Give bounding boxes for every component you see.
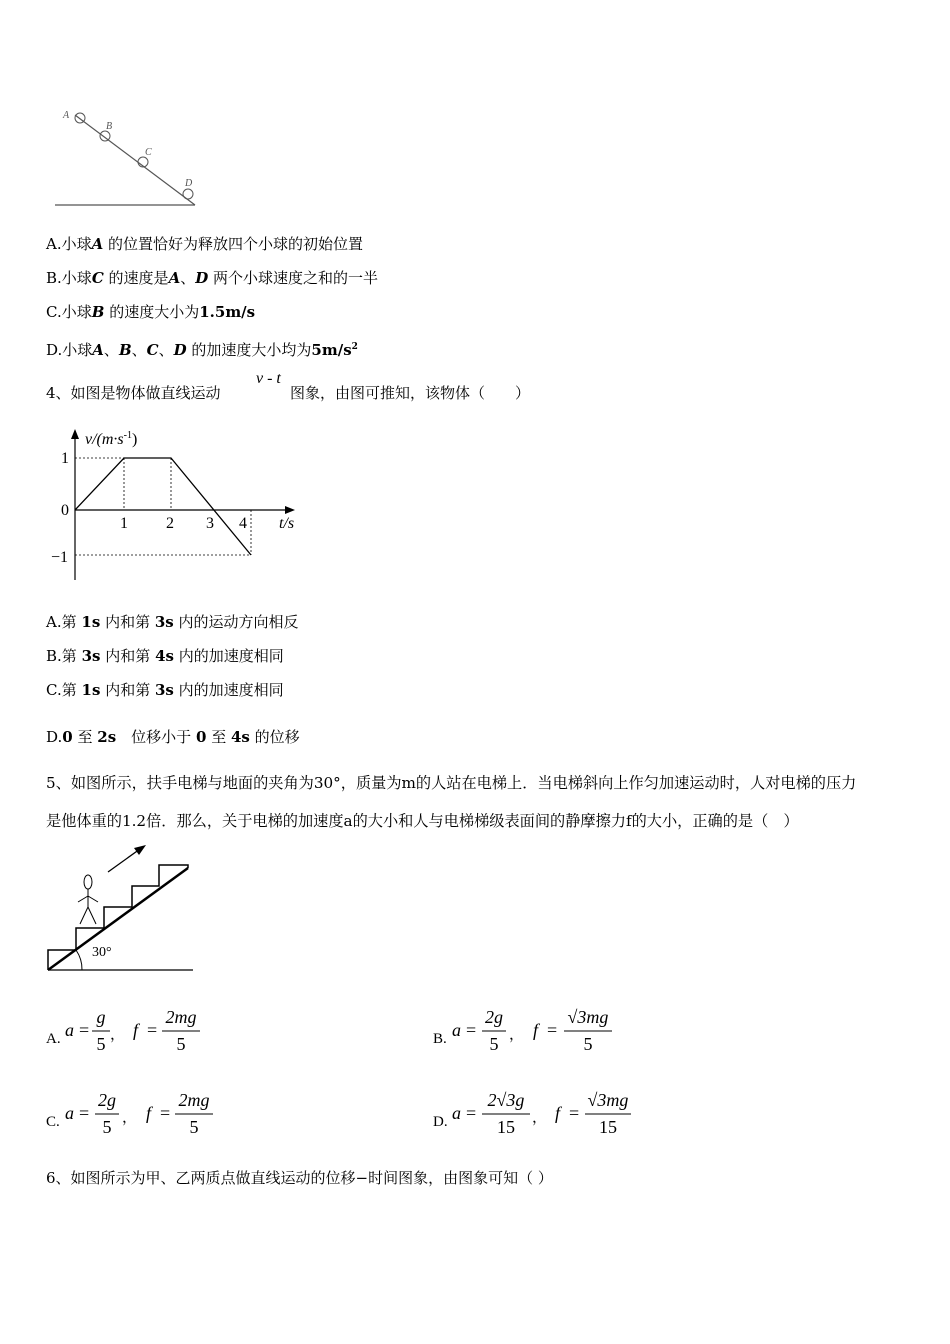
svg-text:A.: A.	[46, 1031, 61, 1047]
svg-text:=: =	[466, 1020, 477, 1040]
svg-text:=: =	[547, 1020, 558, 1040]
q3-option-c: C.小球B 的速度大小为1.5m/s	[46, 303, 256, 321]
q4-stem-formula: v - t	[256, 370, 281, 387]
svg-text:5: 5	[96, 1034, 106, 1054]
x-axis-label: t/s	[279, 515, 295, 532]
svg-text:15: 15	[599, 1117, 617, 1137]
svg-text:=: =	[147, 1020, 158, 1040]
ball-d	[183, 189, 193, 199]
svg-text:a: a	[452, 1103, 461, 1123]
svg-text:a: a	[65, 1020, 74, 1040]
label-b: B	[106, 121, 113, 132]
svg-text:f: f	[533, 1020, 539, 1040]
q3-option-d: D.小球A、B、C、D 的加速度大小均为$5m/s^2$	[46, 341, 358, 359]
x-tick-1: 1	[120, 515, 128, 532]
svg-text:B.: B.	[433, 1031, 447, 1047]
q5-option-a	[46, 1005, 246, 1060]
svg-text:15: 15	[497, 1117, 515, 1137]
y-axis-label: $v/(m\cdot s^{-1})$	[85, 430, 138, 448]
svg-text:5: 5	[189, 1117, 199, 1137]
q3-option-a: A.小球A 的位置恰好为释放四个小球的初始位置	[46, 235, 364, 253]
acceleration-arrow	[108, 849, 140, 872]
label-c: C	[145, 147, 152, 158]
svg-text:5: 5	[489, 1034, 499, 1054]
q5-option-d	[433, 1088, 673, 1143]
svg-text:5: 5	[583, 1034, 593, 1054]
svg-text:=: =	[466, 1103, 477, 1123]
svg-text:C.: C.	[46, 1114, 60, 1130]
x-axis-arrow	[285, 506, 295, 514]
q3-option-b: B.小球C 的速度是A、D 两个小球速度之和的一半	[46, 269, 379, 287]
svg-text:=: =	[160, 1103, 171, 1123]
svg-text:，: ，	[532, 1110, 548, 1126]
q4-option-b: B.第 3s 内和第 4s 内的加速度相同	[46, 647, 284, 665]
acceleration-arrowhead	[134, 845, 146, 855]
q4-option-a: A.第 1s 内和第 3s 内的运动方向相反	[46, 613, 299, 631]
person-head	[84, 875, 92, 889]
svg-text:2mg: 2mg	[165, 1007, 197, 1027]
svg-text:2g: 2g	[98, 1090, 116, 1110]
escalator-figure	[46, 840, 206, 975]
q5-option-b	[433, 1005, 653, 1060]
q4-stem: 4、如图是物体做直线运动	[46, 384, 221, 402]
svg-text:，: ，	[509, 1027, 525, 1043]
svg-text:f: f	[133, 1020, 139, 1040]
svg-text:5: 5	[102, 1117, 112, 1137]
svg-text:√3mg: √3mg	[567, 1007, 609, 1027]
q4-stem-rest: 图象，由图可推知，该物体（ ）	[290, 384, 531, 402]
vt-line	[75, 458, 251, 555]
escalator-slope	[48, 868, 188, 970]
label-a: A	[63, 110, 70, 121]
svg-text:a: a	[452, 1020, 461, 1040]
svg-text:=: =	[569, 1103, 580, 1123]
y-axis-arrow	[71, 429, 79, 439]
svg-text:D.: D.	[433, 1114, 448, 1130]
svg-text:，: ，	[110, 1027, 126, 1043]
svg-text:2mg: 2mg	[178, 1090, 210, 1110]
x-tick-4: 4	[239, 515, 247, 532]
svg-text:5: 5	[176, 1034, 186, 1054]
svg-text:√3mg: √3mg	[587, 1090, 629, 1110]
q4-option-c: C.第 1s 内和第 3s 内的加速度相同	[46, 681, 284, 699]
person-body	[78, 889, 98, 924]
angle-arc	[76, 950, 82, 970]
svg-text:，: ，	[122, 1110, 138, 1126]
svg-text:2√3g: 2√3g	[487, 1090, 525, 1110]
svg-text:=: =	[79, 1020, 90, 1040]
svg-text:f: f	[555, 1103, 561, 1123]
x-tick-3: 3	[206, 515, 214, 532]
label-d: D	[185, 178, 193, 189]
ball-b	[100, 131, 110, 141]
y-tick-neg1: −1	[51, 549, 69, 566]
incline-line	[75, 115, 195, 205]
q6-stem: 6、如图所示为甲、乙两质点做直线运动的位移−时间图象，由图象可知（ ）	[46, 1169, 553, 1187]
incline-figure	[50, 105, 210, 215]
q4-option-d: D.0 至 2s 位移小于 0 至 4s 的位移	[46, 728, 300, 746]
x-tick-2: 2	[166, 515, 174, 532]
y-tick-1: 1	[61, 450, 69, 467]
q5-option-c	[46, 1088, 246, 1143]
vt-chart	[45, 425, 305, 585]
angle-label: 30°	[92, 945, 112, 960]
svg-text:g: g	[96, 1007, 106, 1027]
svg-text:f: f	[146, 1103, 152, 1123]
svg-text:2g: 2g	[485, 1007, 503, 1027]
y-tick-0: 0	[61, 502, 69, 519]
svg-text:=: =	[79, 1103, 90, 1123]
svg-text:a: a	[65, 1103, 74, 1123]
q5-stem-line1: 5、如图所示，扶手电梯与地面的夹角为30°，质量为m的人站在电梯上．当电梯斜向上作匀加速运动时，人对电梯的压力	[46, 774, 857, 792]
q5-stem-line2: 是他体重的1.2倍．那么，关于电梯的加速度a的大小和人与电梯梯级表面间的静摩擦力f的大小，正确的是（ ）	[46, 812, 799, 830]
